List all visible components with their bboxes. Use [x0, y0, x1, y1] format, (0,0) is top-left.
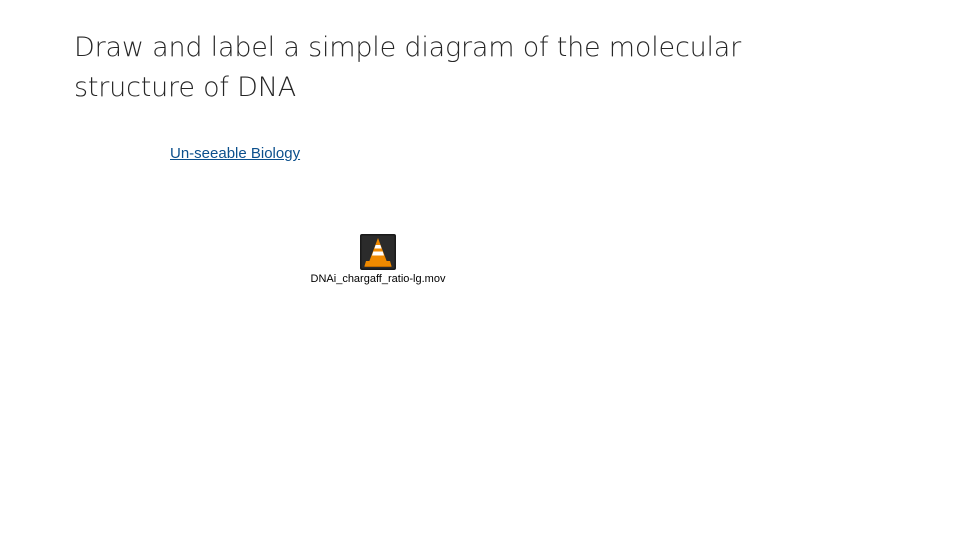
un-seeable-biology-link[interactable]: Un-seeable Biology [170, 145, 301, 162]
media-filename: DNAi_chargaff_ratio-lg.mov [310, 273, 446, 285]
media-file-attachment[interactable] [298, 234, 458, 286]
vlc-cone-icon [360, 234, 396, 270]
slide-title: Draw and label a simple diagram of the molecular structure of DNA [74, 32, 742, 103]
